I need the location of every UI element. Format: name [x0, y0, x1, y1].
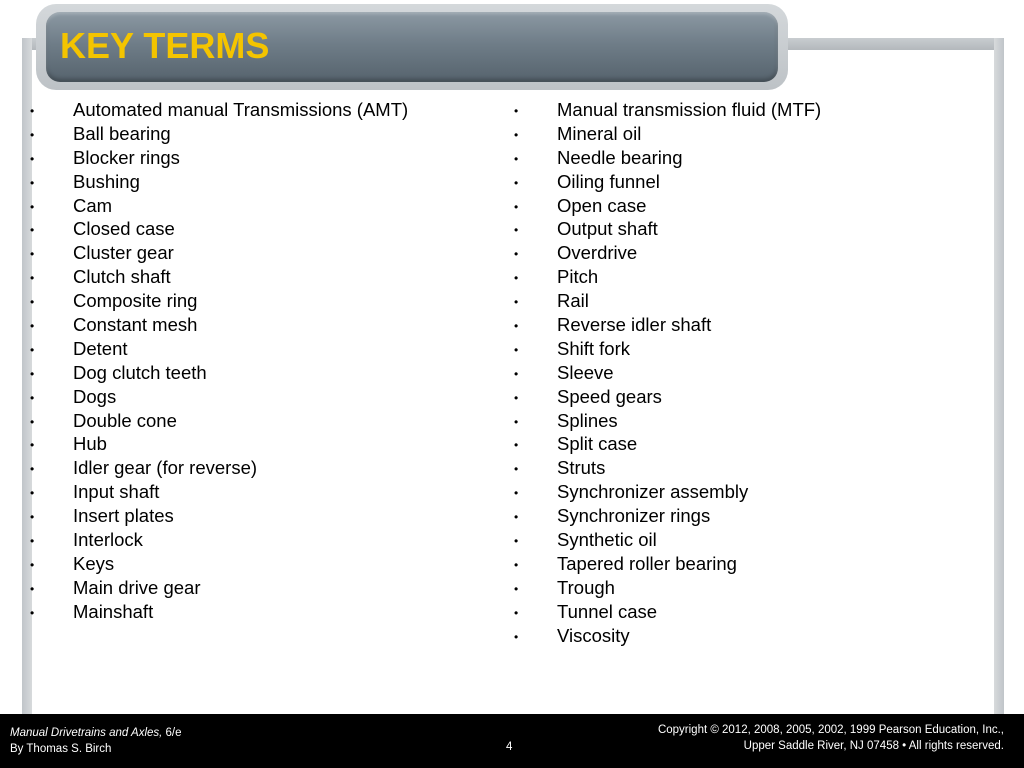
bullet-icon: •	[514, 390, 519, 405]
key-term-item	[28, 265, 498, 289]
key-term-item	[512, 480, 982, 504]
bullet-icon: •	[514, 199, 519, 214]
bullet-icon: •	[514, 629, 519, 644]
key-term-text: Split case	[557, 433, 638, 455]
key-term-item	[512, 409, 982, 433]
key-term-text: Bushing	[73, 170, 140, 192]
bullet-icon: •	[30, 486, 35, 501]
key-term-item	[512, 170, 982, 194]
key-term-item	[512, 600, 982, 624]
key-term-item	[28, 170, 498, 194]
key-terms-left-column	[28, 98, 498, 624]
key-term-text: Reverse idler shaft	[557, 314, 712, 336]
key-term-text: Composite ring	[73, 290, 198, 312]
footer-edition: 6/e	[162, 727, 182, 739]
key-term-item	[512, 456, 982, 480]
key-term-text: Tapered roller bearing	[557, 552, 737, 574]
key-term-text: Idler gear (for reverse)	[73, 457, 258, 479]
key-term-item	[28, 480, 498, 504]
key-term-text: Closed case	[73, 218, 175, 240]
key-term-item	[512, 528, 982, 552]
key-term-item	[28, 504, 498, 528]
key-term-text: Needle bearing	[557, 146, 683, 168]
key-term-text: Tunnel case	[557, 600, 658, 622]
key-term-item	[512, 385, 982, 409]
key-term-text: Speed gears	[557, 385, 662, 407]
key-term-item	[28, 456, 498, 480]
bullet-icon: •	[514, 127, 519, 142]
key-term-item	[28, 217, 498, 241]
bullet-icon: •	[30, 510, 35, 525]
key-term-text: Shift fork	[557, 337, 630, 359]
key-term-item	[28, 289, 498, 313]
bullet-icon: •	[30, 462, 35, 477]
key-term-item	[28, 432, 498, 456]
key-term-text: Synchronizer rings	[557, 505, 711, 527]
key-term-text: Open case	[557, 194, 647, 216]
key-term-text: Blocker rings	[73, 146, 180, 168]
key-term-text: Viscosity	[557, 624, 630, 646]
key-term-item	[512, 265, 982, 289]
key-term-item	[28, 122, 498, 146]
key-term-text: Mainshaft	[73, 600, 154, 622]
key-term-text: Detent	[73, 337, 128, 359]
bullet-icon: •	[30, 414, 35, 429]
key-term-item	[28, 576, 498, 600]
bullet-icon: •	[30, 104, 35, 118]
bullet-icon: •	[514, 414, 519, 429]
bullet-icon: •	[514, 271, 519, 286]
key-term-item	[28, 600, 498, 624]
bullet-icon: •	[514, 223, 519, 238]
bullet-icon: •	[514, 104, 519, 118]
key-term-text: Automated manual Transmissions (AMT)	[73, 99, 409, 120]
bullet-icon: •	[514, 247, 519, 262]
key-term-item	[28, 98, 498, 122]
bullet-icon: •	[30, 605, 35, 620]
key-term-item	[28, 361, 498, 385]
key-term-text: Main drive gear	[73, 576, 201, 598]
bullet-icon: •	[30, 366, 35, 381]
bullet-icon: •	[514, 462, 519, 477]
key-term-item	[28, 194, 498, 218]
key-term-item	[512, 624, 982, 648]
key-term-text: Synchronizer assembly	[557, 481, 749, 503]
bullet-icon: •	[514, 510, 519, 525]
key-term-text: Struts	[557, 457, 606, 479]
bullet-icon: •	[514, 175, 519, 190]
key-term-text: Splines	[557, 409, 618, 431]
bullet-icon: •	[514, 438, 519, 453]
key-term-text: Overdrive	[557, 242, 638, 264]
key-term-text: Synthetic oil	[557, 529, 657, 551]
key-term-item	[28, 337, 498, 361]
key-term-text: Manual transmission fluid (MTF)	[557, 99, 822, 120]
key-term-item	[512, 98, 982, 122]
bullet-icon: •	[30, 319, 35, 334]
key-term-item	[512, 361, 982, 385]
key-term-text: Double cone	[73, 409, 177, 431]
key-term-text: Keys	[73, 552, 115, 574]
footer-copyright-line1: Copyright © 2012, 2008, 2005, 2002, 1999 Pearson Education, Inc.,	[657, 724, 1004, 736]
slide-title: KEY TERMS	[60, 25, 270, 66]
bullet-icon: •	[514, 295, 519, 310]
bullet-icon: •	[30, 534, 35, 549]
bullet-icon: •	[514, 342, 519, 357]
key-term-text: Input shaft	[73, 481, 160, 503]
key-term-text: Clutch shaft	[73, 266, 171, 288]
bullet-icon: •	[514, 534, 519, 549]
bullet-icon: •	[30, 127, 35, 142]
bullet-icon: •	[30, 438, 35, 453]
key-term-text: Constant mesh	[73, 314, 198, 336]
key-term-item	[512, 146, 982, 170]
footer-author: By Thomas S. Birch	[10, 743, 112, 755]
key-term-text: Oiling funnel	[557, 170, 660, 192]
key-term-item	[512, 337, 982, 361]
bullet-icon: •	[30, 295, 35, 310]
bullet-icon: •	[30, 342, 35, 357]
key-term-text: Insert plates	[73, 505, 174, 527]
key-term-text: Sleeve	[557, 361, 614, 383]
footer-book-info	[10, 725, 182, 757]
key-term-item	[28, 409, 498, 433]
bullet-icon: •	[30, 557, 35, 572]
key-term-item	[28, 313, 498, 337]
key-term-item	[28, 552, 498, 576]
footer-page-number: 4	[506, 741, 513, 753]
key-term-item	[512, 217, 982, 241]
key-term-item	[512, 432, 982, 456]
bullet-icon: •	[514, 151, 519, 166]
slide-footer	[0, 714, 1024, 768]
key-term-item	[512, 576, 982, 600]
key-term-text: Hub	[73, 433, 107, 455]
key-terms-right-column	[512, 98, 982, 647]
key-term-text: Cam	[73, 194, 113, 216]
bullet-icon: •	[514, 581, 519, 596]
key-term-item	[28, 241, 498, 265]
key-term-text: Rail	[557, 290, 589, 312]
key-term-item	[512, 194, 982, 218]
key-term-item	[512, 241, 982, 265]
bullet-icon: •	[30, 390, 35, 405]
key-term-text: Interlock	[73, 529, 143, 551]
bullet-icon: •	[30, 223, 35, 238]
bullet-icon: •	[30, 581, 35, 596]
bullet-icon: •	[30, 271, 35, 286]
key-term-item	[512, 552, 982, 576]
key-term-item	[512, 504, 982, 528]
bullet-icon: •	[514, 557, 519, 572]
key-term-text: Cluster gear	[73, 242, 174, 264]
key-term-text: Mineral oil	[557, 122, 642, 144]
footer-copyright-line2: Upper Saddle River, NJ 07458 • All rights reserved.	[743, 740, 1004, 752]
key-term-item	[512, 313, 982, 337]
bullet-icon: •	[30, 151, 35, 166]
bullet-icon: •	[514, 486, 519, 501]
footer-copyright	[658, 722, 1004, 754]
key-term-item	[512, 289, 982, 313]
key-term-item	[28, 146, 498, 170]
key-term-item	[28, 385, 498, 409]
key-term-item	[28, 528, 498, 552]
key-term-text: Trough	[557, 576, 615, 598]
key-term-text: Dog clutch teeth	[73, 361, 207, 383]
bullet-icon: •	[514, 366, 519, 381]
key-term-text: Output shaft	[557, 218, 658, 240]
key-term-item	[512, 122, 982, 146]
bullet-icon: •	[30, 175, 35, 190]
bullet-icon: •	[30, 247, 35, 262]
footer-book-title: Manual Drivetrains and Axles,	[10, 727, 163, 739]
key-term-text: Pitch	[557, 266, 599, 288]
bullet-icon: •	[30, 199, 35, 214]
key-term-text: Ball bearing	[73, 122, 171, 144]
key-term-text: Dogs	[73, 385, 117, 407]
bullet-icon: •	[514, 319, 519, 334]
slide-frame-right	[994, 38, 1004, 714]
bullet-icon: •	[514, 605, 519, 620]
